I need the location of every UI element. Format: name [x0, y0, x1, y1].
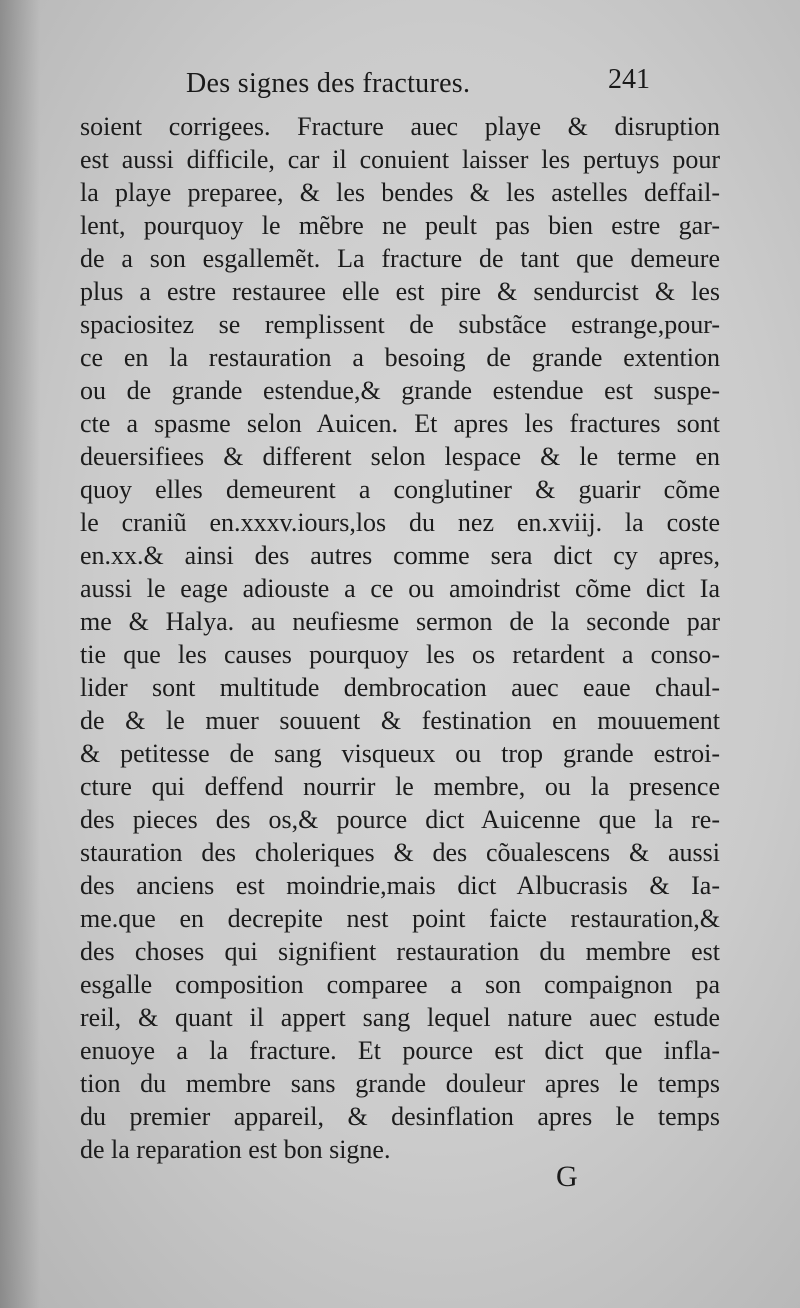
text-line: lent, pourquoy le mẽbre ne peult pas bien estre gar-: [80, 211, 720, 240]
text-line: du premier appareil, & desinflation apres le temps: [80, 1102, 720, 1131]
text-line: tion du membre sans grande douleur apres le temps: [80, 1069, 720, 1098]
body-text: [80, 110, 720, 1166]
text-line: soient corrigees. Fracture auec playe & disruption: [80, 112, 720, 141]
page-header: [180, 64, 650, 104]
page-number: 241: [608, 64, 650, 95]
text-line: ce en la restauration a besoing de grande extention: [80, 343, 720, 372]
text-line: de a son esgallemẽt. La fracture de tant que demeure: [80, 244, 720, 273]
text-line: la playe preparee, & les bendes & les astelles deffail-: [80, 178, 720, 207]
text-line: des pieces des os,& pource dict Auicenne que la re-: [80, 805, 720, 834]
running-title: Des signes des fractures.: [186, 68, 471, 99]
text-line: & petitesse de sang visqueux ou trop grande estroi-: [80, 739, 720, 768]
text-line: tie que les causes pourquoy les os retardent a conso-: [80, 640, 720, 669]
text-line: aussi le eage adiouste a ce ou amoindrist cõme dict Ia: [80, 574, 720, 603]
text-line: des anciens est moindrie,mais dict Albucrasis & Ia-: [80, 871, 720, 900]
text-line: lider sont multitude dembrocation auec eaue chaul-: [80, 673, 720, 702]
text-line: stauration des choleriques & des cõualescens & aussi: [80, 838, 720, 867]
text-line: ou de grande estendue,& grande estendue est suspe-: [80, 376, 720, 405]
text-line: en.xx.& ainsi des autres comme sera dict cy apres,: [80, 541, 720, 570]
text-line: cture qui deffend nourrir le membre, ou la presence: [80, 772, 720, 801]
text-line: cte a spasme selon Auicen. Et apres les fractures sont: [80, 409, 720, 438]
text-line: plus a estre restauree elle est pire & sendurcist & les: [80, 277, 720, 306]
text-line: deuersifiees & different selon lespace & le terme en: [80, 442, 720, 471]
signature-mark: G: [556, 1160, 578, 1193]
text-line: me.que en decrepite nest point faicte restauration,&: [80, 904, 720, 933]
text-line: me & Halya. au neufiesme sermon de la seconde par: [80, 607, 720, 636]
text-line: spaciositez se remplissent de substãce estrange,pour-: [80, 310, 720, 339]
text-line: des choses qui signifient restauration du membre est: [80, 937, 720, 966]
text-line: de la reparation est bon signe.: [80, 1135, 391, 1164]
text-line: le craniũ en.xxxv.iours,los du nez en.xviij. la coste: [80, 508, 720, 537]
binding-shadow: [0, 0, 40, 1308]
text-line: reil, & quant il appert sang lequel nature auec estude: [80, 1003, 720, 1032]
text-line: est aussi difficile, car il conuient laisser les pertuys pour: [80, 145, 720, 174]
text-line: quoy elles demeurent a conglutiner & guarir cõme: [80, 475, 720, 504]
text-line: de & le muer souuent & festination en mouuement: [80, 706, 720, 735]
text-line: esgalle composition comparee a son compaignon pa: [80, 970, 720, 999]
text-line: enuoye a la fracture. Et pource est dict que infla-: [80, 1036, 720, 1065]
